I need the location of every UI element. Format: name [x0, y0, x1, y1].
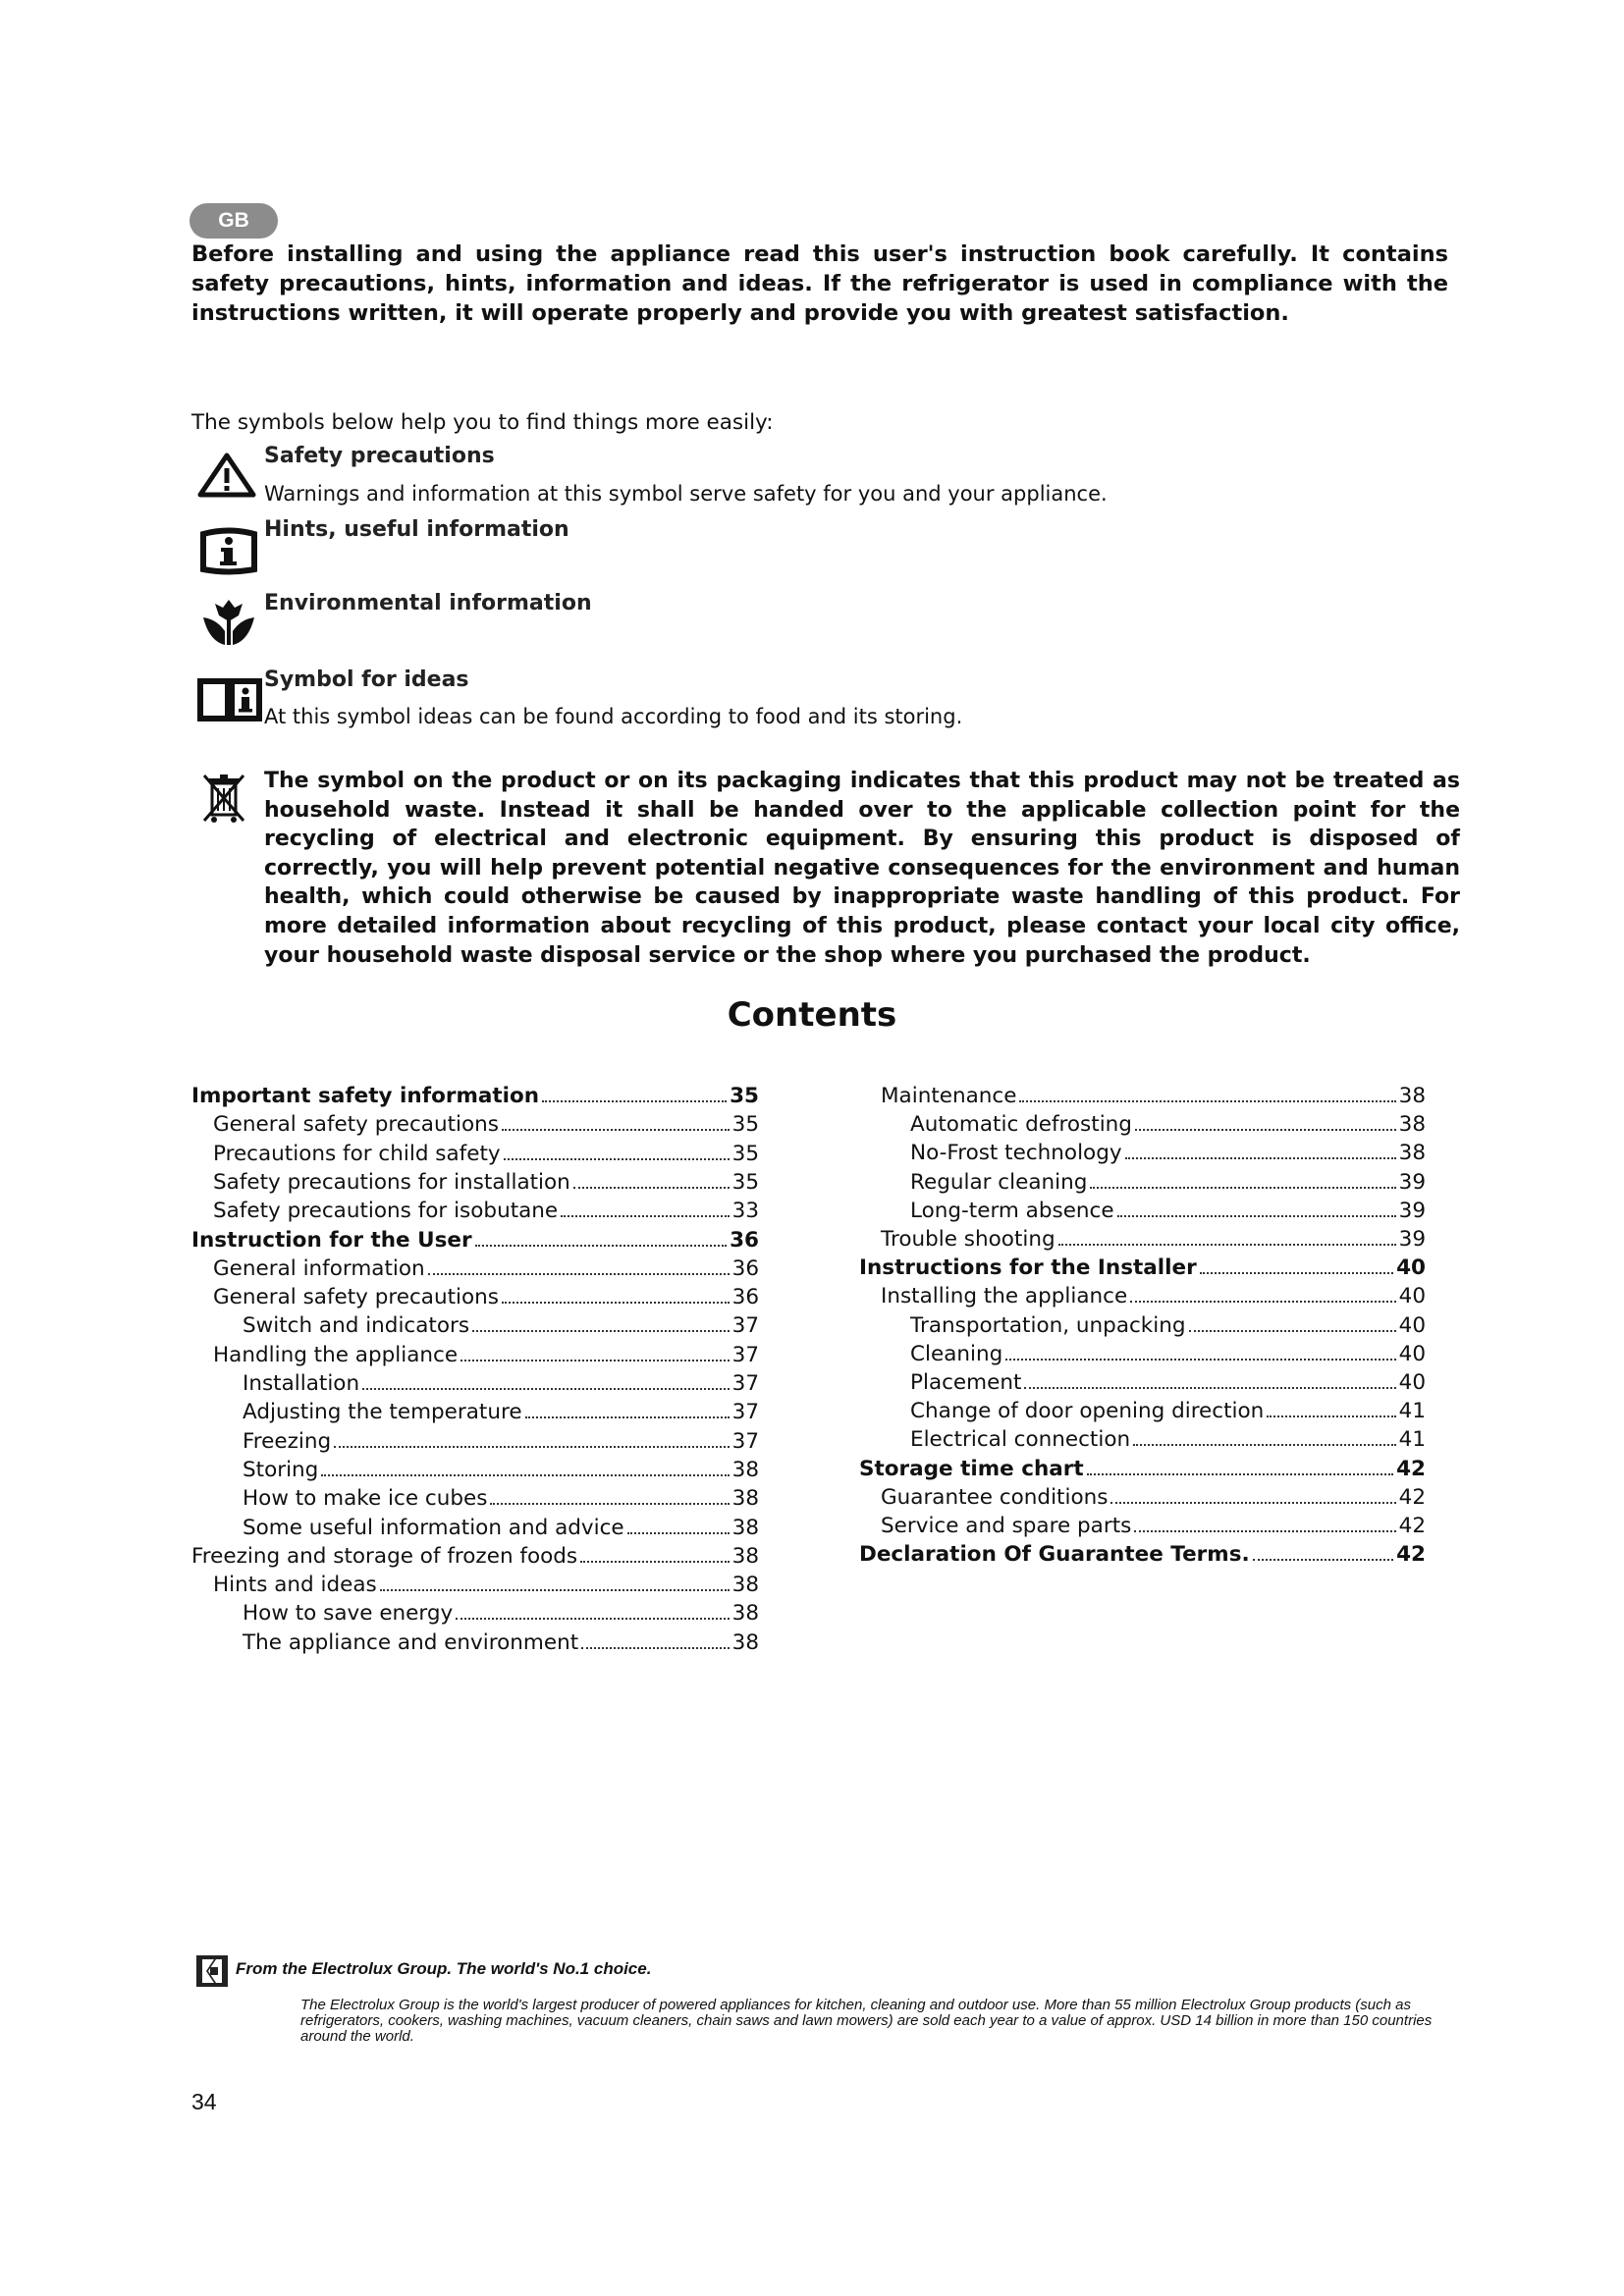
toc-page: 38 — [731, 1515, 759, 1540]
toc-page: 36 — [731, 1255, 759, 1281]
toc-entry — [881, 1284, 1426, 1312]
toc-entry — [243, 1429, 759, 1458]
toc-entry — [881, 1485, 1426, 1514]
toc-dot-leader — [1005, 1359, 1395, 1361]
toc-page: 39 — [1398, 1227, 1426, 1252]
toc-dot-leader — [1019, 1100, 1395, 1102]
toc-label: General safety precautions — [213, 1112, 499, 1138]
info-icon — [199, 526, 258, 575]
safety-title: Safety precautions — [264, 444, 495, 468]
toc-entry — [243, 1458, 759, 1486]
toc-dot-leader — [475, 1245, 728, 1247]
toc-page: 38 — [1398, 1084, 1426, 1108]
toc-page: 37 — [731, 1400, 759, 1425]
toc-entry — [213, 1112, 759, 1141]
toc-label: No-Frost technology — [910, 1141, 1122, 1166]
toc-entry — [213, 1256, 759, 1285]
page-number: 34 — [191, 2089, 217, 2114]
toc-dot-leader — [502, 1302, 730, 1304]
toc-page: 35 — [731, 1112, 759, 1138]
toc-page: 35 — [730, 1084, 759, 1108]
symbols-intro: The symbols below help you to find things more easily: — [191, 410, 774, 435]
toc-label: Cleaning — [910, 1341, 1003, 1366]
toc-page: 42 — [1398, 1514, 1426, 1538]
toc-label: Storing — [243, 1457, 319, 1482]
toc-dot-leader — [456, 1618, 729, 1620]
toc-page: 38 — [731, 1486, 759, 1512]
toc-dot-leader — [1135, 1129, 1396, 1131]
toc-entry — [910, 1342, 1426, 1370]
toc-dot-leader — [1134, 1530, 1395, 1532]
toc-entry — [881, 1227, 1426, 1255]
toc-dot-leader — [580, 1561, 730, 1563]
footer-heading: From the Electrolux Group. The world's No.1 choice. — [236, 1959, 652, 1978]
toc-page: 42 — [1396, 1542, 1426, 1568]
toc-dot-leader — [1110, 1502, 1395, 1504]
toc-label: Storage time chart — [859, 1456, 1084, 1481]
toc-dot-leader — [428, 1273, 730, 1275]
hints-title: Hints, useful information — [264, 517, 569, 542]
toc-dot-leader — [472, 1330, 730, 1332]
toc-entry — [213, 1573, 759, 1601]
toc-label: Automatic defrosting — [910, 1112, 1132, 1138]
toc-page: 36 — [731, 1285, 759, 1310]
toc-label: Switch and indicators — [243, 1313, 470, 1339]
toc-page: 40 — [1398, 1370, 1426, 1395]
toc-label: How to make ice cubes — [243, 1486, 488, 1512]
toc-entry — [243, 1486, 759, 1515]
toc-entry — [881, 1514, 1426, 1542]
toc-entry — [910, 1399, 1426, 1427]
toc-dot-leader — [334, 1446, 729, 1448]
toc-entry — [859, 1457, 1426, 1485]
toc-dot-leader — [502, 1129, 730, 1131]
toc-label: Precautions for child safety — [213, 1141, 501, 1166]
toc-label: Freezing and storage of frozen foods — [191, 1543, 578, 1569]
toc-dot-leader — [504, 1158, 730, 1160]
toc-entry — [859, 1542, 1426, 1571]
toc-dot-leader — [1267, 1415, 1395, 1417]
toc-label: Long-term absence — [910, 1198, 1114, 1223]
toc-page: 42 — [1396, 1456, 1426, 1481]
toc-page: 39 — [1398, 1169, 1426, 1195]
toc-page: 37 — [731, 1428, 759, 1454]
toc-entry — [191, 1084, 759, 1112]
toc-page: 38 — [731, 1573, 759, 1598]
toc-page: 36 — [730, 1227, 759, 1253]
toc-entry — [243, 1313, 759, 1342]
toc-label: Important safety information — [191, 1084, 540, 1108]
toc-page: 33 — [731, 1199, 759, 1224]
toc-label: Trouble shooting — [881, 1227, 1056, 1252]
toc-label: Transportation, unpacking — [910, 1312, 1186, 1338]
toc-dot-leader — [1117, 1215, 1396, 1217]
toc-label: Hints and ideas — [213, 1573, 377, 1598]
toc-dot-leader — [1125, 1157, 1396, 1159]
toc-entry — [881, 1084, 1426, 1112]
env-title: Environmental information — [264, 591, 592, 615]
language-badge: GB — [189, 203, 278, 239]
toc-page: 37 — [731, 1371, 759, 1396]
toc-label: Maintenance — [881, 1084, 1017, 1108]
toc-label: Adjusting the temperature — [243, 1400, 522, 1425]
toc-page: 40 — [1396, 1255, 1426, 1281]
toc-dot-leader — [321, 1474, 729, 1476]
toc-label: Installation — [243, 1371, 360, 1396]
toc-label: Safety precautions for isobutane — [213, 1199, 559, 1224]
toc-page: 37 — [731, 1342, 759, 1367]
toc-entry — [191, 1228, 759, 1256]
warning-triangle-icon — [196, 452, 257, 499]
toc-entry — [859, 1255, 1426, 1284]
toc-dot-leader — [1133, 1444, 1396, 1446]
toc-entry — [910, 1313, 1426, 1342]
toc-page: 41 — [1398, 1427, 1426, 1453]
toc-entry — [213, 1170, 759, 1199]
ideas-text: At this symbol ideas can be found according to food and its storing. — [264, 705, 963, 728]
intro-paragraph: Before installing and using the appliance read this user's instruction book carefully. It contains safety precautions, hints, information and ideas. If the refrigerator is used in compliance with the instructions written, it will operate properly and provide you with greatest satisfaction. — [191, 241, 1448, 326]
toc-entry — [213, 1285, 759, 1313]
toc-entry — [243, 1371, 759, 1400]
toc-dot-leader — [1090, 1187, 1395, 1189]
toc-label: The appliance and environment — [243, 1629, 579, 1655]
toc-page: 38 — [1398, 1112, 1426, 1138]
toc-dot-leader — [1253, 1559, 1393, 1561]
toc-label: How to save energy — [243, 1601, 454, 1627]
toc-dot-leader — [1189, 1330, 1396, 1332]
ideas-title: Symbol for ideas — [264, 667, 469, 692]
toc-dot-leader — [460, 1360, 730, 1362]
toc-dot-leader — [627, 1532, 730, 1534]
crossed-bin-icon — [200, 772, 247, 828]
toc-dot-leader — [581, 1647, 730, 1649]
toc-entry — [243, 1601, 759, 1629]
toc-label: Safety precautions for installation — [213, 1169, 570, 1195]
toc-dot-leader — [380, 1589, 730, 1591]
toc-label: Placement — [910, 1370, 1022, 1395]
toc-entry — [910, 1141, 1426, 1169]
toc-page: 39 — [1398, 1198, 1426, 1223]
toc-dot-leader — [1058, 1244, 1396, 1246]
toc-entry — [910, 1427, 1426, 1456]
toc-entry — [910, 1112, 1426, 1141]
toc-page: 40 — [1398, 1341, 1426, 1366]
toc-page: 38 — [731, 1457, 759, 1482]
toc-label: Handling the appliance — [213, 1342, 459, 1367]
contents-title: Contents — [727, 995, 897, 1035]
toc-dot-leader — [1130, 1301, 1395, 1303]
toc-label: Service and spare parts — [881, 1514, 1132, 1538]
toc-dot-leader — [525, 1416, 730, 1418]
toc-dot-leader — [362, 1388, 730, 1390]
toc-entry — [213, 1199, 759, 1227]
toc-page: 40 — [1398, 1284, 1426, 1309]
toc-page: 35 — [731, 1141, 759, 1166]
footer-text: The Electrolux Group is the world's largest producer of powered appliances for kitchen, cleaning and outdoor use. More than 55 million Electrolux Group products (such as refrigerators, cookers, washing machines, vacuum cleaners, chain saws and lawn mowers) are sold each year to a value of approx. USD 14 billion in more than 150 countries around the world. — [300, 1997, 1433, 2045]
toc-page: 42 — [1398, 1484, 1426, 1510]
toc-label: General safety precautions — [213, 1285, 499, 1310]
toc-label: Some useful information and advice — [243, 1515, 624, 1540]
toc-dot-leader — [573, 1187, 730, 1189]
toc-entry — [191, 1544, 759, 1573]
weee-paragraph: The symbol on the product or on its packaging indicates that this product may not be treated as household waste. Instead it shall be handed over to the applicable collection point for the recycling of electrical and electronic equipment. By ensuring this product is disposed of correctly, you will help prevent potential negative consequences for the environment and human health, which could otherwise be caused by inappropriate waste handling of this product. For more detailed information about recycling of this product, please contact your local city office, your household waste disposal service or the shop where you purchased the product. — [264, 769, 1460, 968]
toc-entry — [213, 1343, 759, 1371]
toc-page: 35 — [731, 1169, 759, 1195]
toc-entry — [243, 1400, 759, 1428]
toc-entry — [910, 1170, 1426, 1199]
toc-label: Change of door opening direction — [910, 1399, 1265, 1424]
flower-icon — [199, 594, 258, 649]
toc-label: Freezing — [243, 1428, 332, 1454]
toc-dot-leader — [1200, 1272, 1393, 1274]
toc-dot-leader — [561, 1215, 729, 1217]
toc-page: 38 — [731, 1601, 759, 1627]
toc-label: Installing the appliance — [881, 1284, 1128, 1309]
toc-entry — [243, 1630, 759, 1659]
toc-label: Declaration Of Guarantee Terms. — [859, 1542, 1250, 1568]
toc-entry — [243, 1516, 759, 1544]
toc-label: Instructions for the Installer — [859, 1255, 1197, 1281]
toc-label: Instruction for the User — [191, 1227, 472, 1253]
toc-page: 38 — [731, 1629, 759, 1655]
toc-page: 40 — [1398, 1312, 1426, 1338]
toc-dot-leader — [1087, 1473, 1393, 1475]
electrolux-logo-icon — [196, 1955, 228, 1987]
book-info-icon — [196, 673, 263, 724]
toc-dot-leader — [1024, 1387, 1395, 1389]
toc-page: 37 — [731, 1313, 759, 1339]
toc-page: 38 — [1398, 1141, 1426, 1166]
toc-page: 41 — [1398, 1399, 1426, 1424]
toc-label: Guarantee conditions — [881, 1484, 1109, 1510]
toc-entry — [910, 1370, 1426, 1399]
toc-dot-leader — [542, 1100, 727, 1102]
toc-dot-leader — [490, 1503, 729, 1505]
toc-label: General information — [213, 1255, 425, 1281]
toc-page: 38 — [731, 1543, 759, 1569]
toc-label: Electrical connection — [910, 1427, 1131, 1453]
safety-text: Warnings and information at this symbol serve safety for you and your appliance. — [264, 482, 1108, 506]
toc-entry — [213, 1142, 759, 1170]
toc-entry — [910, 1199, 1426, 1227]
toc-label: Regular cleaning — [910, 1169, 1088, 1195]
